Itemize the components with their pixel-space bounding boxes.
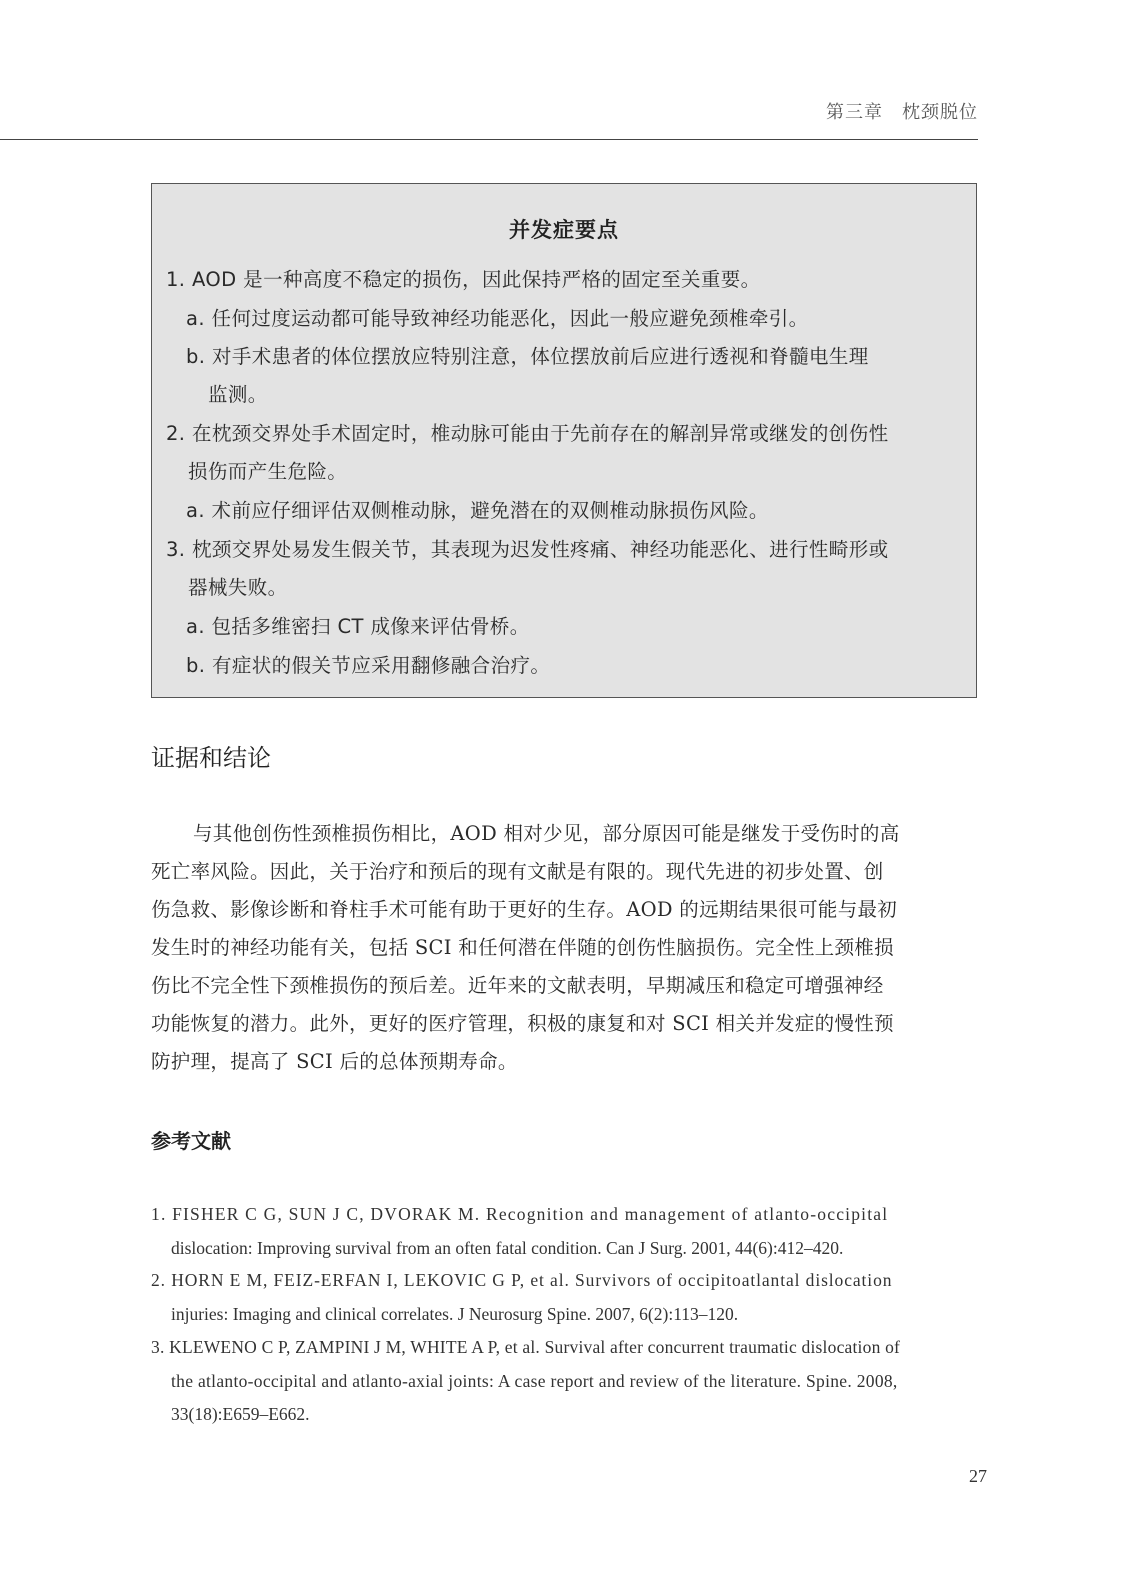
box-item-3-cont: 器械失败。 [188,576,288,599]
box-item-3: 3. 枕颈交界处易发生假关节，其表现为迟发性疼痛、神经功能恶化、进行性畸形或 [166,538,889,561]
paragraph-line: 防护理，提高了 SCI 后的总体预期寿命。 [151,1050,518,1073]
reference-2: 2. HORN E M, FEIZ-ERFAN I, LEKOVIC G P, et al. Survivors of occipitoatlantal dislocation [151,1270,893,1290]
box-item-1b-cont: 监测。 [208,383,268,406]
paragraph-line: 伤急救、影像诊断和脊柱手术可能有助于更好的生存。AOD 的远期结果很可能与最初 [151,898,898,921]
box-item-1a: a. 任何过度运动都可能导致神经功能恶化，因此一般应避免颈椎牵引。 [186,307,809,330]
box-item-2-cont: 损伤而产生危险。 [188,460,348,483]
section-title: 证据和结论 [151,744,271,772]
box-item-1b: b. 对手术患者的体位摆放应特别注意，体位摆放前后应进行透视和脊髓电生理 [186,345,869,368]
box-item-1: 1. AOD 是一种高度不稳定的损伤，因此保持严格的固定至关重要。 [166,268,761,291]
reference-1-cont: dislocation: Improving survival from an often fatal condition. Can J Surg. 2001, 44(6):412–420. [171,1238,844,1258]
paragraph-line: 与其他创伤性颈椎损伤相比，AOD 相对少见，部分原因可能是继发于受伤时的高 [193,822,900,845]
paragraph-line: 功能恢复的潜力。此外，更好的医疗管理，积极的康复和对 SCI 相关并发症的慢性预 [151,1012,894,1035]
box-item-2a: a. 术前应仔细评估双侧椎动脉，避免潜在的双侧椎动脉损伤风险。 [186,499,769,522]
reference-3-cont: the atlanto-occipital and atlanto-axial joints: A case report and review of the literature. Spine. 2008, [171,1371,898,1391]
paragraph-line: 发生时的神经功能有关，包括 SCI 和任何潜在伴随的创伤性脑损伤。完全性上颈椎损 [151,936,894,959]
complications-box [151,183,977,698]
reference-3-cont: 33(18):E659–E662. [171,1404,310,1424]
references-title: 参考文献 [151,1129,231,1153]
box-item-2: 2. 在枕颈交界处手术固定时，椎动脉可能由于先前存在的解剖异常或继发的创伤性 [166,422,889,445]
reference-1: 1. FISHER C G, SUN J C, DVORAK M. Recognition and management of atlanto-occipital [151,1204,889,1224]
running-head: 第三章 枕颈脱位 [826,102,978,123]
box-title: 并发症要点 [509,218,619,242]
page-number: 27 [969,1466,987,1486]
reference-3: 3. KLEWENO C P, ZAMPINI J M, WHITE A P, et al. Survival after concurrent traumatic dislocation of [151,1337,901,1357]
box-item-3b: b. 有症状的假关节应采用翻修融合治疗。 [186,654,551,677]
header-rule [0,139,978,140]
box-item-3a: a. 包括多维密扫 CT 成像来评估骨桥。 [186,615,530,638]
paragraph-line: 死亡率风险。因此，关于治疗和预后的现有文献是有限的。现代先进的初步处置、创 [151,860,884,883]
paragraph-line: 伤比不完全性下颈椎损伤的预后差。近年来的文献表明，早期减压和稳定可增强神经 [151,974,884,997]
reference-2-cont: injuries: Imaging and clinical correlates. J Neurosurg Spine. 2007, 6(2):113–120. [171,1304,739,1324]
